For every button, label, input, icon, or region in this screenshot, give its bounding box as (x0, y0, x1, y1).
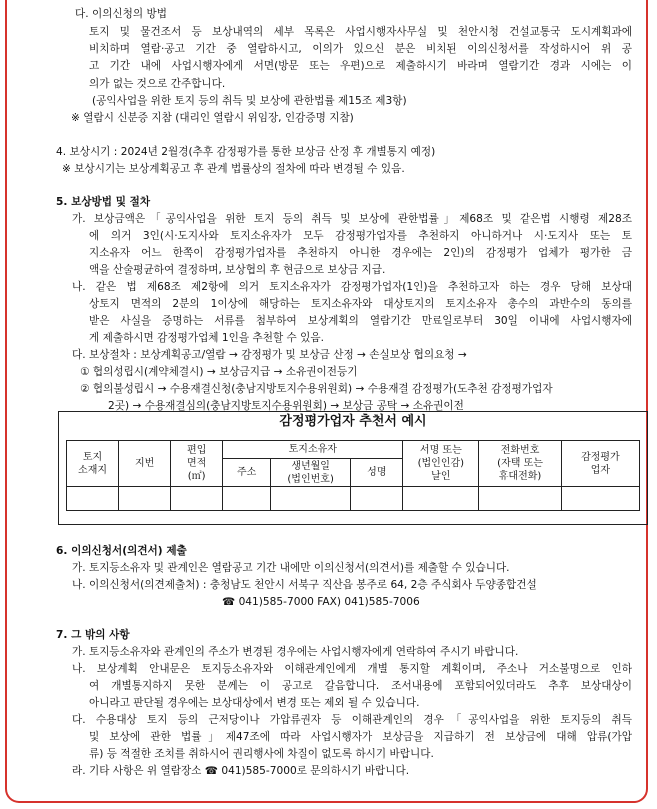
s4-heading: 4. 보상시기 : 2024년 2월경(추후 감정평가를 통한 보상금 산정 후 개별통지 예정) (56, 146, 436, 158)
form-cell[interactable] (119, 487, 171, 511)
col-area: 편입 면적 (㎡) (171, 441, 223, 487)
s7-ga: 가. 토지등소유자와 관계인의 주소가 변경된 경우에는 사업시행자에게 연락하여 주시기 바랍니다. (72, 646, 519, 658)
recommendation-form-table (66, 440, 640, 511)
s5-heading: 5. 보상방법 및 절차 (56, 196, 151, 208)
form-cell[interactable] (351, 487, 403, 511)
s5-step-2-cont: 2곳) → 수용재결심의(충남지방토지수용위원회) → 보상금 공탁 → 소유권이전 (108, 400, 464, 412)
s3-law-reference: (공익사업을 위한 토지 등의 취득 및 보상에 관한법률 제15조 제3항) (92, 95, 407, 107)
form-cell[interactable] (67, 487, 119, 511)
s3-da-line: 토지 및 물건조서 등 보상내역의 세부 목록은 사업시행자사무실 및 천안시청 건설교통국 도시계획과에 (89, 26, 632, 38)
form-cell[interactable] (561, 487, 639, 511)
s5-na-line: 받은 사실을 증명하는 서류를 첨부하여 보상계획의 열람기간 만료일로부터 30일 이내에 사업시행자에 (89, 315, 632, 327)
form-title: 감정평가업자 추천서 예시 (279, 414, 427, 429)
s3-da-title: 다. 이의신청의 방법 (75, 8, 167, 20)
s5-ga-line: 가. 보상금액은「공익사업을 위한 토지 등의 취득 및 보상에 관한법률」제68조 및 같은법 시행령 제28조 (72, 213, 632, 225)
s4-note: ※ 보상시기는 보상계획공고 후 관계 법률상의 절차에 따라 변경될 수 있음. (62, 163, 405, 175)
col-land-location: 토지 소재지 (67, 441, 119, 487)
col-birthdate: 생년월일 (법인번호) (270, 459, 350, 487)
s5-ga-line: 에 의거 3인(시·도지사와 토지소유자가 모두 감정평가업자를 추천하지 아니하거나 시·도지사 또는 토 (89, 230, 632, 242)
s6-na: 나. 이의신청서(의견제출처) : 충청남도 천안시 서북구 직산읍 봉주로 64, 2층 주식회사 두양종합건설 (72, 579, 537, 591)
s5-step-2: ② 협의불성립시 → 수용재결신청(충남지방토지수용위원회) → 수용재결 감정평가(도추천 감정평가업자 (80, 383, 553, 395)
col-land-owner: 토지소유자 (223, 441, 403, 459)
form-cell[interactable] (403, 487, 479, 511)
col-phone: 전화번호 (자택 또는 휴대전화) (479, 441, 561, 487)
s6-telephone: ☎ 041)585-7000 FAX) 041)585-7006 (222, 596, 420, 608)
s5-ga-line: 지소유자 어느 한쪽이 감정평가업자를 추천하지 아니한 경우에는 2인)의 감정평가 업체가 평가한 금 (89, 247, 632, 259)
s3-id-note: ※ 열람시 신분증 지참 (대리인 열람시 위임장, 인감증명 지참) (71, 112, 354, 124)
s3-da-line: 의가 없는 것으로 간주합니다. (89, 78, 226, 90)
s5-procedure: 다. 보상절차 : 보상계획공고/열람 → 감정평가 및 보상금 산정 → 손실보상 협의요청 → (72, 349, 467, 361)
col-appraiser: 감정평가 업자 (561, 441, 639, 487)
s5-na-line: 나. 같은 법 제68조 제2항에 의거 토지소유자가 감정평가업자(1인)을 추천하고자 하는 경우 당해 보상대 (72, 281, 632, 293)
s3-da-line: 비치하며 열람·공고 기간 중 열람하시고, 이의가 있으신 분은 비치된 이의신청서를 작성하시어 위 공 (89, 43, 632, 55)
s7-ra: 라. 기타 사항은 위 열람장소 ☎ 041)585-7000로 문의하시기 바랍니다. (72, 765, 410, 777)
col-address: 주소 (223, 459, 271, 487)
s5-na-line: 상토지 면적의 2분의 1이상에 해당하는 토지소유자와 대상토지의 토지소유자 총수의 과반수의 동의를 (89, 298, 632, 310)
s7-na-line: 아니라고 판단될 경우에는 보상대상에서 변경 또는 제외 될 수 있습니다. (89, 697, 420, 709)
s5-ga-line: 액을 산술평균하여 결정하며, 보상협의 후 현금으로 보상금 지급. (89, 264, 386, 276)
s6-heading: 6. 이의신청서(의견서) 제출 (56, 545, 187, 557)
s7-na-line: 여 개별통지하지 못한 분께는 이 공고로 갈음합니다. 조서내용에 포함되어있더라도 추후 보상대상이 (89, 680, 632, 692)
s6-ga: 가. 토지등소유자 및 관계인은 열람공고 기간 내에만 이의신청서(의견서)를 제출할 수 있습니다. (72, 562, 510, 574)
form-cell[interactable] (479, 487, 561, 511)
form-cell[interactable] (270, 487, 350, 511)
form-cell[interactable] (171, 487, 223, 511)
s7-heading: 7. 그 밖의 사항 (56, 629, 130, 641)
s5-step-1: ① 협의성립시(계약체결시) → 보상금지급 → 소유권이전등기 (80, 366, 358, 378)
s5-na-line: 게 제출하시면 감정평가업체 1인을 추천할 수 있음. (89, 332, 324, 344)
form-cell[interactable] (223, 487, 271, 511)
col-lot-number: 지번 (119, 441, 171, 487)
s7-na-line: 나. 보상계획 안내문은 토지등소유자와 이해관계인에게 개별 통지할 계획이며, 주소나 거소불명으로 인하 (72, 663, 632, 675)
s3-da-line: 고 기간 내에 사업시행자에게 서면(방문 또는 우편)으로 제출하시기 바라며 열람기간 경과 시에는 이 (89, 60, 632, 72)
col-signature: 서명 또는 (법인인감) 날인 (403, 441, 479, 487)
s7-da-line: 다. 수용대상 토지 등의 근저당이나 가압류권자 등 이해관계인의 경우「공익사업을 위한 토지등의 취득 (72, 714, 632, 726)
form-empty-row (67, 487, 640, 511)
col-name: 성명 (351, 459, 403, 487)
s7-da-line: 류) 등 적절한 조치를 취하시어 권리행사에 차질이 없도록 하시기 바랍니다. (89, 748, 434, 760)
s7-da-line: 및 보상에 관한 법률」제47조에 따라 사업시행자가 보상금을 지급하기 전 보상금에 대해 압류(가압 (89, 731, 632, 743)
